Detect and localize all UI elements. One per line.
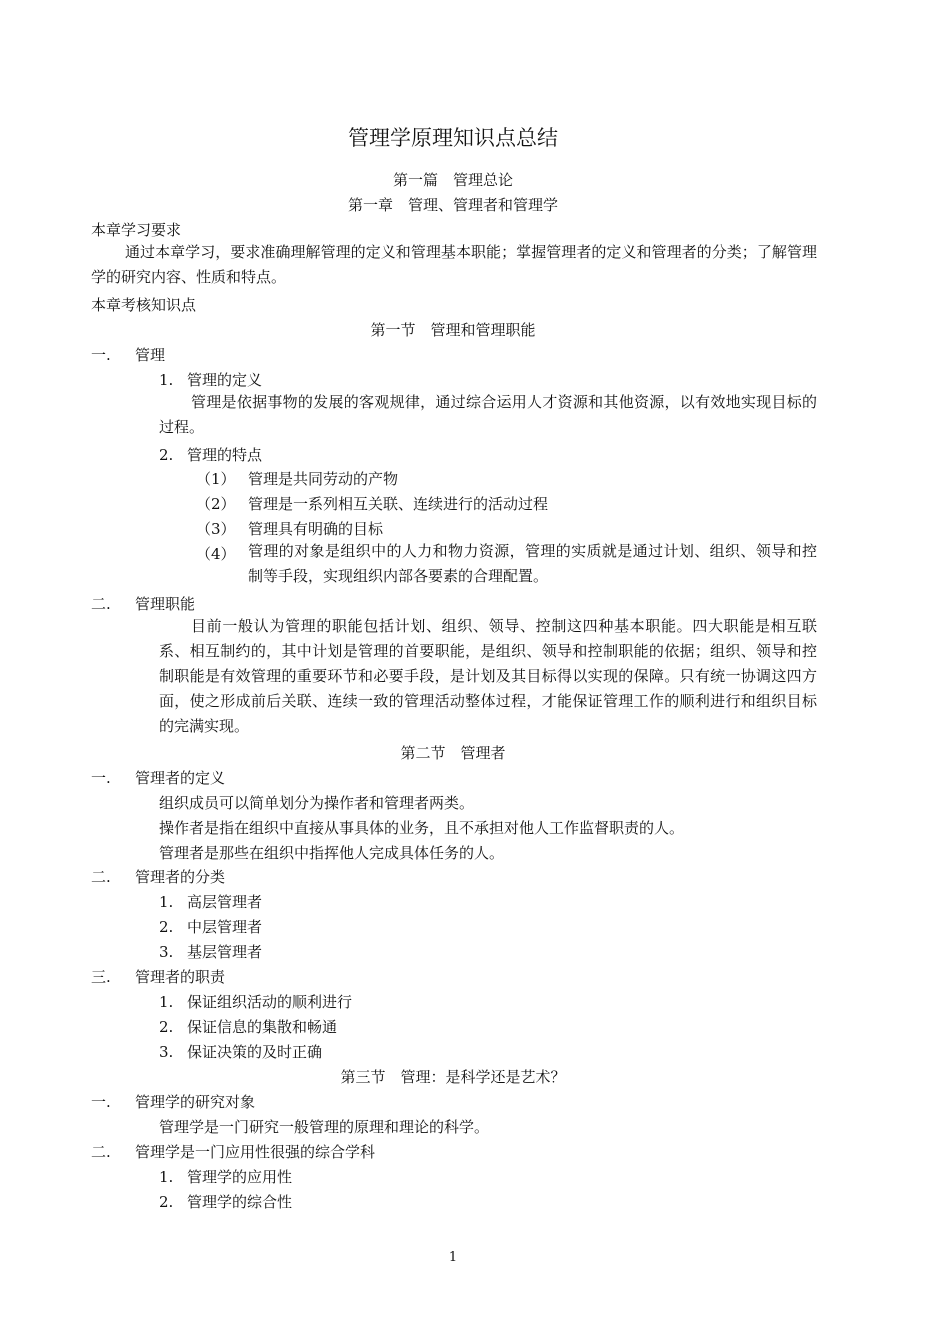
feature-number: （2） bbox=[196, 495, 236, 513]
duty-number: 1. bbox=[159, 993, 174, 1011]
classification-text: 中层管理者 bbox=[187, 918, 263, 936]
item-number: 一. bbox=[91, 769, 111, 787]
section-1-heading: 第一节 管理和管理职能 bbox=[370, 321, 536, 339]
item-label: 管理职能 bbox=[135, 595, 196, 613]
item-label: 管理 bbox=[135, 346, 166, 364]
feature-text: 管理具有明确的目标 bbox=[248, 520, 384, 538]
section-2-heading: 第二节 管理者 bbox=[400, 744, 506, 762]
manager-definition-line: 组织成员可以简单划分为操作者和管理者两类。 bbox=[159, 794, 475, 812]
item-management bbox=[91, 344, 165, 365]
duty-text: 保证组织活动的顺利进行 bbox=[187, 993, 353, 1011]
feature-number: （1） bbox=[196, 470, 236, 488]
feature-number: （4） bbox=[196, 545, 236, 563]
classification-number: 1. bbox=[159, 893, 174, 911]
manager-role-line: 管理者是那些在组织中指挥他人完成具体任务的人。 bbox=[159, 844, 505, 862]
management-functions-text: 目前一般认为管理的职能包括计划、组织、领导、控制这四种基本职能。四大职能是相互联系、相互制约的，其中计划是管理的首要职能，是组织、领导和控制职能的依据；组织、领导和控制职能是有效管理的重要环节和必要手段，是计划及其目标得以实现的保障。只有统一协调这四方面，使之形成前后关联、连续一致的管理活动整体过程，才能保证管理工作的顺利进行和组织目标的完满实现。 bbox=[159, 617, 817, 735]
classification-text: 高层管理者 bbox=[187, 893, 263, 911]
feature-text: 管理是一系列相互关联、连续进行的活动过程 bbox=[248, 495, 549, 513]
item-research-object bbox=[91, 1091, 255, 1112]
item-number: 二. bbox=[91, 1143, 111, 1161]
discipline-item bbox=[159, 1166, 292, 1187]
duty-item bbox=[159, 991, 352, 1012]
page-number: 1 bbox=[448, 1250, 458, 1265]
item-number: 二. bbox=[91, 595, 111, 613]
item-manager-definition bbox=[91, 767, 225, 788]
discipline-text: 管理学的应用性 bbox=[187, 1168, 293, 1186]
subitem-label: 管理的定义 bbox=[187, 371, 263, 389]
discipline-text: 管理学的综合性 bbox=[187, 1193, 293, 1211]
item-number: 三. bbox=[91, 968, 111, 986]
classification-item bbox=[159, 891, 262, 912]
discipline-number: 2. bbox=[159, 1193, 174, 1211]
duty-item bbox=[159, 1041, 322, 1062]
subitem-label: 管理的特点 bbox=[187, 446, 263, 464]
item-manager-duties bbox=[91, 966, 225, 987]
operator-definition-line: 操作者是指在组织中直接从事具体的业务，且不承担对他人工作监督职责的人。 bbox=[159, 819, 685, 837]
item-number: 一. bbox=[91, 1093, 111, 1111]
key-points-heading: 本章考核知识点 bbox=[91, 296, 197, 314]
section-3-heading: 第三节 管理：是科学还是艺术？ bbox=[340, 1068, 566, 1086]
item-label: 管理者的分类 bbox=[135, 868, 226, 886]
duty-item bbox=[159, 1016, 337, 1037]
feature-item bbox=[196, 493, 548, 514]
discipline-number: 1. bbox=[159, 1168, 174, 1186]
duty-number: 2. bbox=[159, 1018, 174, 1036]
item-number: 一. bbox=[91, 346, 111, 364]
duty-text: 保证决策的及时正确 bbox=[187, 1043, 323, 1061]
item-label: 管理者的定义 bbox=[135, 769, 226, 787]
chapter-heading: 第一章 管理、管理者和管理学 bbox=[347, 196, 558, 214]
item-label: 管理者的职责 bbox=[135, 968, 226, 986]
feature-text: 管理是共同劳动的产物 bbox=[248, 470, 399, 488]
feature-item bbox=[196, 518, 383, 539]
item-management-functions bbox=[91, 593, 195, 614]
duty-number: 3. bbox=[159, 1043, 174, 1061]
research-object-line: 管理学是一门研究一般管理的原理和理论的科学。 bbox=[159, 1118, 490, 1136]
item-label: 管理学的研究对象 bbox=[135, 1093, 256, 1111]
subitem-number: 2. bbox=[159, 446, 174, 464]
item-label: 管理学是一门应用性很强的综合学科 bbox=[135, 1143, 376, 1161]
subitem-features bbox=[159, 444, 262, 465]
item-applied-discipline bbox=[91, 1141, 375, 1162]
feature-text: 管理的对象是组织中的人力和物力资源，管理的实质就是通过计划、组织、领导和控制等手段，实现组织内部各要素的合理配置。 bbox=[248, 542, 817, 585]
duty-text: 保证信息的集散和畅通 bbox=[187, 1018, 338, 1036]
item-manager-classification bbox=[91, 866, 225, 887]
item-number: 二. bbox=[91, 868, 111, 886]
classification-text: 基层管理者 bbox=[187, 943, 263, 961]
subitem-number: 1. bbox=[159, 371, 174, 389]
management-definition-text: 管理是依据事物的发展的客观规律，通过综合运用人才资源和其他资源，以有效地实现目标的过程。 bbox=[159, 393, 817, 436]
classification-number: 3. bbox=[159, 943, 174, 961]
document-title: 管理学原理知识点总结 bbox=[348, 126, 558, 150]
discipline-item bbox=[159, 1191, 292, 1212]
classification-item bbox=[159, 916, 262, 937]
subitem-definition bbox=[159, 369, 262, 390]
study-requirements-heading: 本章学习要求 bbox=[91, 221, 182, 239]
study-requirements-text: 通过本章学习，要求准确理解管理的定义和管理基本职能；掌握管理者的定义和管理者的分类；了解管理学的研究内容、性质和特点。 bbox=[91, 243, 817, 286]
classification-item bbox=[159, 941, 262, 962]
part-heading: 第一篇 管理总论 bbox=[392, 171, 513, 189]
feature-number: （3） bbox=[196, 520, 236, 538]
classification-number: 2. bbox=[159, 918, 174, 936]
feature-item bbox=[196, 468, 398, 489]
